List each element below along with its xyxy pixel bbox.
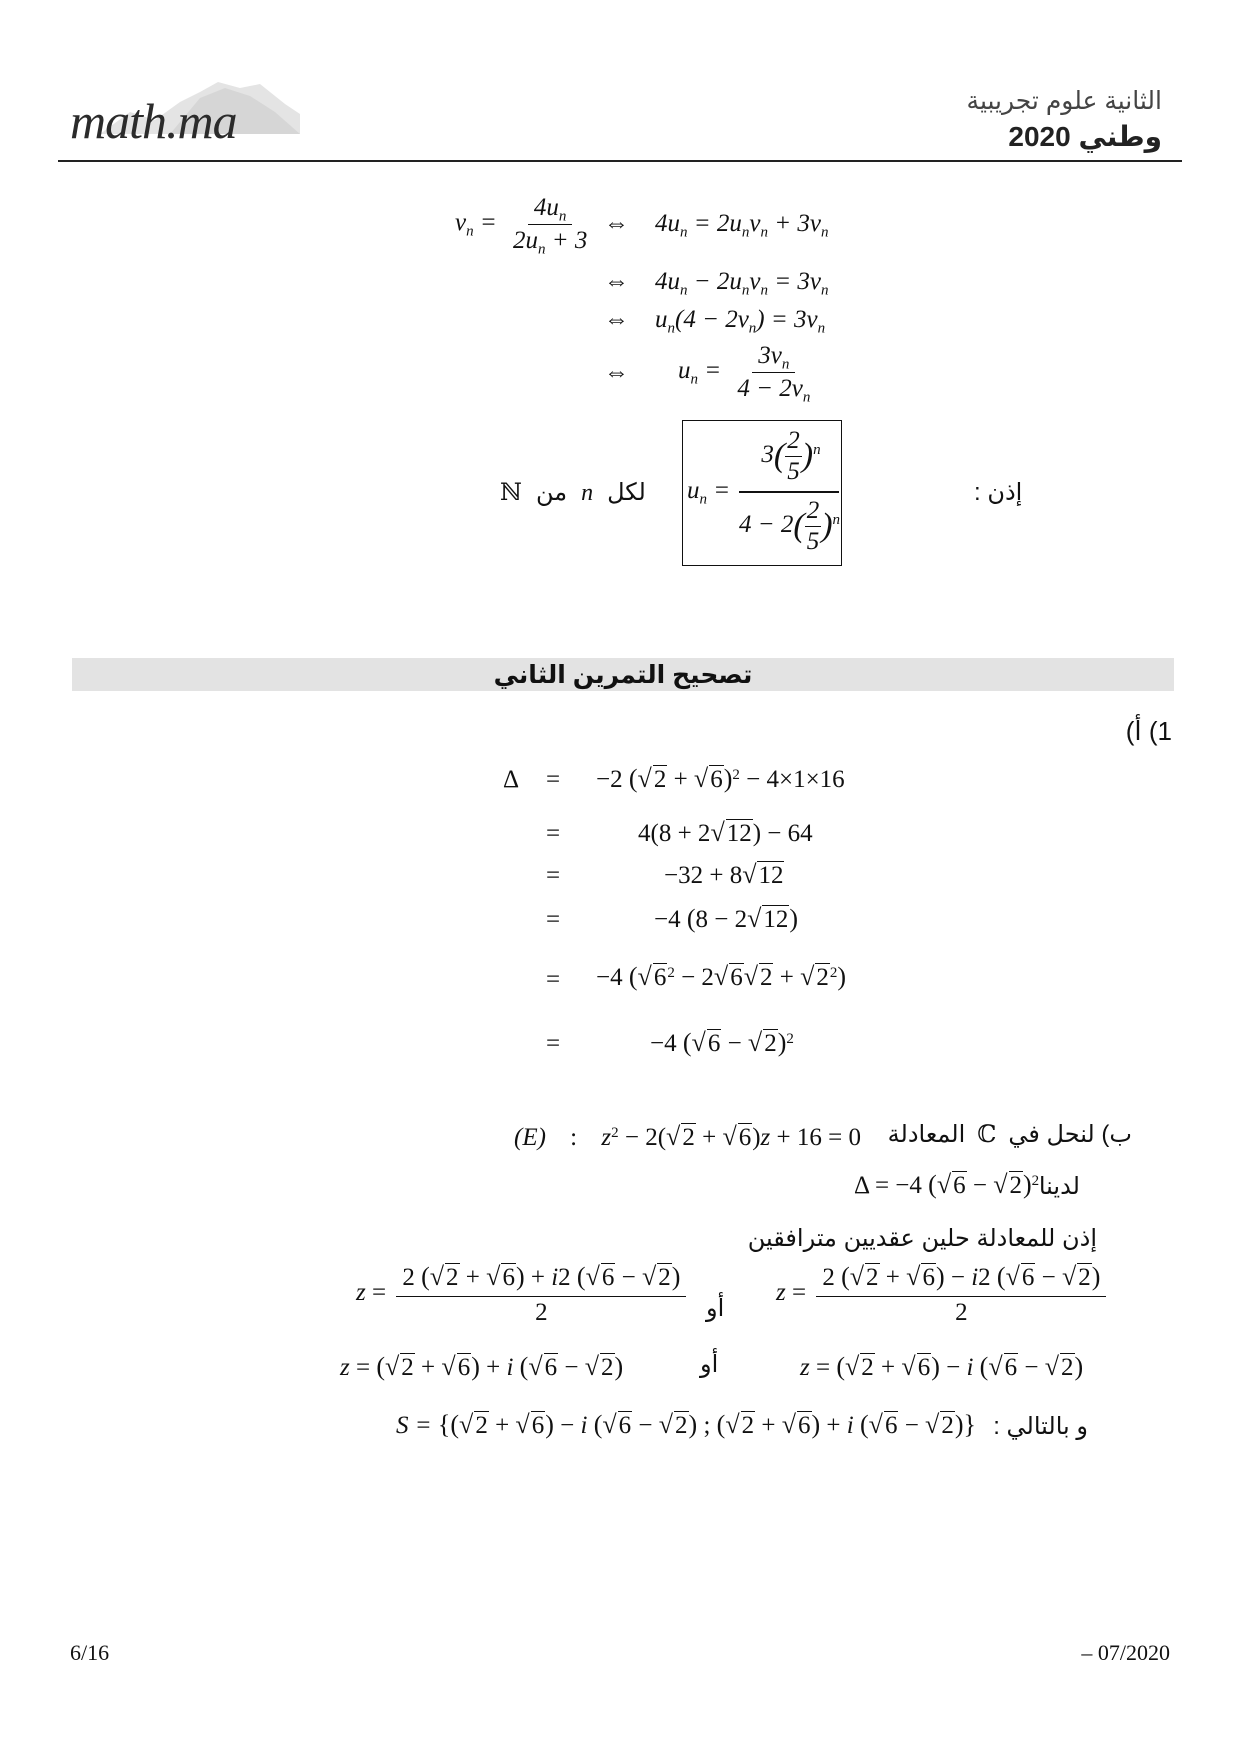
boxed-result-un: $u_n$ = 3( $\frac{2}{5}$ )$^n$ 4 − 2( $\frac{2}{5}$ )$^n$ [682, 420, 842, 566]
delta-line-6: −4 $(√6 - √2)^2$ [650, 1028, 794, 1057]
iff-symbol-4: ⇔ [604, 359, 629, 386]
delta-line-1: −2 $(√2 + √6)^2 - 4\times 1\times 16$ [596, 764, 845, 793]
eq-step-3: $u_n(4 - 2v_n) = 3v_n$ [655, 306, 826, 337]
footer-date: – 07/2020 [1081, 1640, 1170, 1665]
q1a-label: 1) أ) [1125, 716, 1172, 746]
eq-sign-6: = [546, 1030, 561, 1057]
equation-name: (E) [514, 1124, 546, 1151]
eq-step-4: $u_n$ = $\frac{3v_n}{4 - 2v_n}$ [678, 342, 811, 406]
we-have-label: لدينا [1038, 1173, 1080, 1200]
equation-E: (E) : $z^2 - 2(√2 + √6)z + 16 = 0$ [514, 1122, 861, 1151]
root2-fraction: z = $\frac{2 (√2 + √6) + i2 (√6 - √2)}{2}$ [356, 1262, 690, 1327]
page-number: 6/16 [70, 1640, 110, 1665]
equation-colon: : [570, 1124, 578, 1151]
header-rule [58, 160, 1182, 162]
root1-fraction: z = $\frac{2 (√2 + √6) - i2 (√6 - √2)}{2}$ [776, 1262, 1110, 1327]
eq-sign-2: = [546, 820, 561, 847]
q1b-statement [888, 1120, 1132, 1149]
eq-sign-1: = [546, 766, 561, 793]
or-word-1: أو [706, 1295, 725, 1322]
eq-sign-5: = [546, 966, 561, 993]
delta-line-3: −32 + 8√12 [664, 860, 784, 889]
exercise2-title: تصحيح التمرين الثاني [493, 661, 753, 689]
iff-symbol-3: ⇔ [604, 306, 629, 333]
iff-symbol-1: ⇔ [604, 210, 629, 237]
delta-symbol: Δ [503, 766, 520, 793]
for-all-from: من [535, 479, 568, 506]
equation-word: المعادلة [887, 1121, 966, 1148]
iff-symbol-2: ⇔ [604, 268, 629, 295]
delta-line-4: −4 (8 − 2√12) [654, 904, 799, 933]
solution-set-name: S = [396, 1412, 432, 1439]
or-word-2: أو [700, 1351, 719, 1378]
therefore-label: و بالتالي : [993, 1413, 1088, 1440]
complex-set-symbol: ℂ [977, 1122, 997, 1148]
eq-sign-3: = [546, 862, 561, 889]
delta-result: Δ = −4 $(√6 - √2)^2$ [854, 1170, 1040, 1199]
solution-set: S = {(√2 + √6) − i (√6 − √2) ; (√2 + √6) + i (√6 − √2)} [396, 1410, 976, 1439]
root1-simplified: z = (√2 + √6) − i (√6 − √2) [800, 1352, 1084, 1381]
site-logo[interactable]: math.ma [70, 93, 237, 149]
level-title: الثانية علوم تجريبية [966, 87, 1162, 115]
eq-sign-4: = [546, 906, 561, 933]
two-roots-text: إذن للمعادلة حلين عقديين مترافقين [747, 1225, 1097, 1252]
eq-step-1: $4u_n = 2u_nv_n + 3v_n$ [655, 210, 829, 241]
for-all-variable: n [581, 480, 594, 506]
delta-line-2: 4(8 + 2√12) − 64 [638, 818, 813, 847]
eq-step-2: $4u_n - 2u_nv_n = 3v_n$ [655, 268, 829, 299]
q1b-label: ب) لنحل في [1008, 1121, 1132, 1148]
session-title: وطني 2020 [1008, 121, 1162, 152]
for-all-word: لكل [607, 479, 646, 506]
eq-vn-definition: $v_n$ = $\frac{4u_n}{2u_n + 3}$ [455, 194, 588, 258]
for-all-n-in-N [500, 478, 646, 507]
delta-line-5: −4 $(√6^2 - 2√6√2 + √2^2)$ [596, 962, 847, 991]
naturals-symbol: ℕ [500, 480, 522, 506]
then-label: إذن : [974, 479, 1023, 506]
root2-simplified: z = (√2 + √6) + i (√6 − √2) [340, 1352, 624, 1381]
